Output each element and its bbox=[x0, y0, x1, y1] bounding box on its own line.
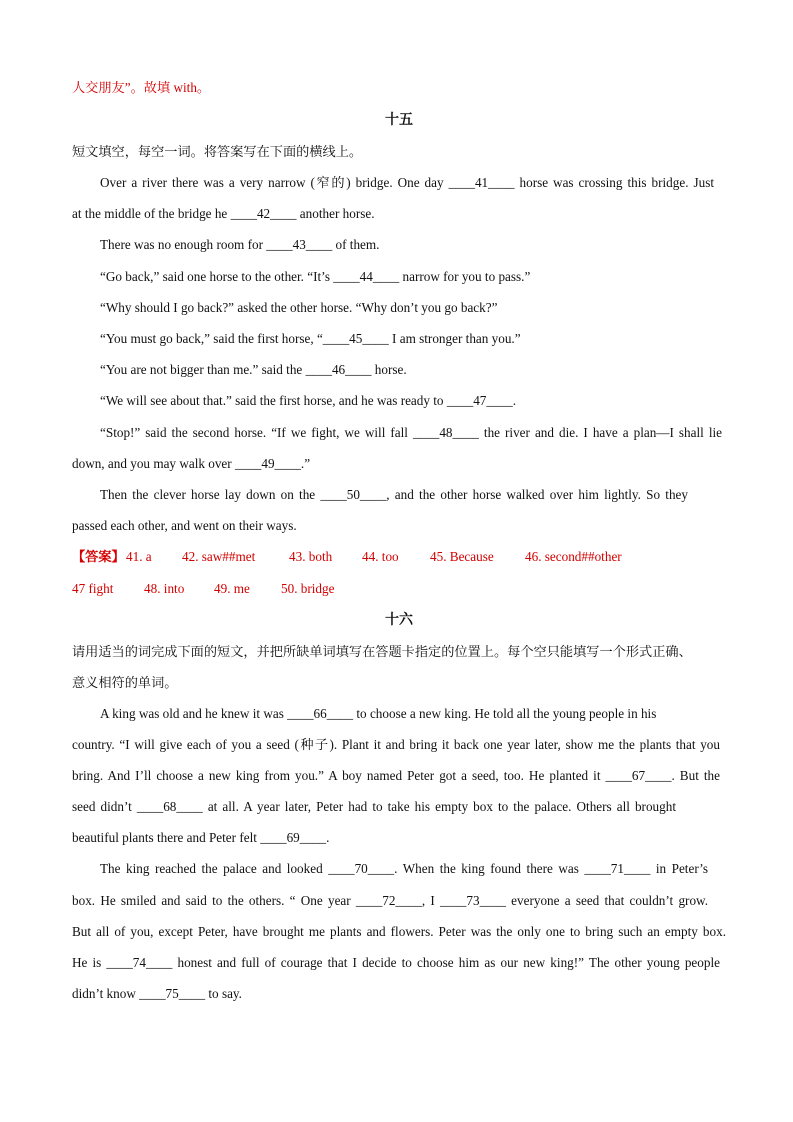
section-16-instruction: 意义相符的单词。 bbox=[72, 675, 178, 690]
answer-item: 46. second##other bbox=[525, 549, 622, 564]
answer-item: 42. saw##met bbox=[182, 549, 256, 564]
answer-item: 41. a bbox=[126, 549, 152, 564]
answer-item: 50. bridge bbox=[281, 581, 335, 596]
answer-label: 【答案】 bbox=[72, 549, 125, 564]
answer-item: 44. too bbox=[362, 549, 399, 564]
passage-line: “We will see about that.” said the first horse, and he was ready to ____47____. bbox=[100, 393, 517, 408]
passage-line: “Why should I go back?” asked the other horse. “Why don’t you go back?” bbox=[100, 300, 498, 315]
passage-line: bring. And I’ll choose a new king from you.” A boy named Peter got a seed, too. He planted it ____67____. But the bbox=[72, 768, 720, 783]
passage-line: He is ____74____ honest and full of courage that I decide to choose him as our new king!” The other young people bbox=[72, 955, 720, 970]
passage-line: Then the clever horse lay down on the ____50____, and the other horse walked over him lightly. So they bbox=[100, 487, 688, 502]
passage-line: box. He smiled and said to the others. “ One year ____72____, I ____73____ everyone a seed that couldn’t grow. bbox=[72, 893, 708, 908]
answer-item: 45. Because bbox=[430, 549, 494, 564]
passage-line: “Stop!” said the second horse. “If we fight, we will fall ____48____ the river and die. I have a plan—I shall lie bbox=[100, 425, 722, 440]
passage-line: “You must go back,” said the first horse, “____45____ I am stronger than you.” bbox=[100, 331, 521, 346]
answer-item: 48. into bbox=[144, 581, 185, 596]
section-16-heading: 十六 bbox=[385, 613, 413, 628]
section-16-instruction: 请用适当的词完成下面的短文，并把所缺单词填写在答题卡指定的位置上。每个空只能填写一个形式正确、 bbox=[72, 644, 692, 659]
section-15-instruction: 短文填空，每空一词。将答案写在下面的横线上。 bbox=[72, 144, 363, 159]
answer-item: 43. both bbox=[289, 549, 333, 564]
passage-line: The king reached the palace and looked ____70____. When the king found there was ____71____ in Peter’s bbox=[100, 861, 708, 876]
passage-line: Over a river there was a very narrow (窄的) bridge. One day ____41____ horse was crossing this bridge. Just bbox=[100, 175, 714, 190]
answer-item: 49. me bbox=[214, 581, 250, 596]
passage-line: “Go back,” said one horse to the other. “It’s ____44____ narrow for you to pass.” bbox=[100, 269, 531, 284]
passage-line: down, and you may walk over ____49____.” bbox=[72, 456, 311, 471]
passage-line: passed each other, and went on their ways. bbox=[72, 518, 297, 533]
passage-line: country. “I will give each of you a seed (种子). Plant it and bring it back one year later, show me the plants that you bbox=[72, 737, 720, 752]
passage-line: “You are not bigger than me.” said the ____46____ horse. bbox=[100, 362, 407, 377]
passage-line: seed didn’t ____68____ at all. A year later, Peter had to take his empty box to the palace. Others all brought bbox=[72, 799, 676, 814]
passage-line: beautiful plants there and Peter felt ____69____. bbox=[72, 830, 330, 845]
top-note: 人交朋友”。故填 with。 bbox=[72, 80, 211, 95]
section-15-heading: 十五 bbox=[385, 113, 413, 128]
passage-line: But all of you, except Peter, have brought me plants and flowers. Peter was the only one to bring such an empty box. bbox=[72, 924, 726, 939]
passage-line: didn’t know ____75____ to say. bbox=[72, 986, 242, 1001]
answer-item: 47 fight bbox=[72, 581, 114, 596]
passage-line: There was no enough room for ____43____ of them. bbox=[100, 237, 380, 252]
passage-line: A king was old and he knew it was ____66____ to choose a new king. He told all the young people in his bbox=[100, 706, 657, 721]
passage-line: at the middle of the bridge he ____42____ another horse. bbox=[72, 206, 375, 221]
